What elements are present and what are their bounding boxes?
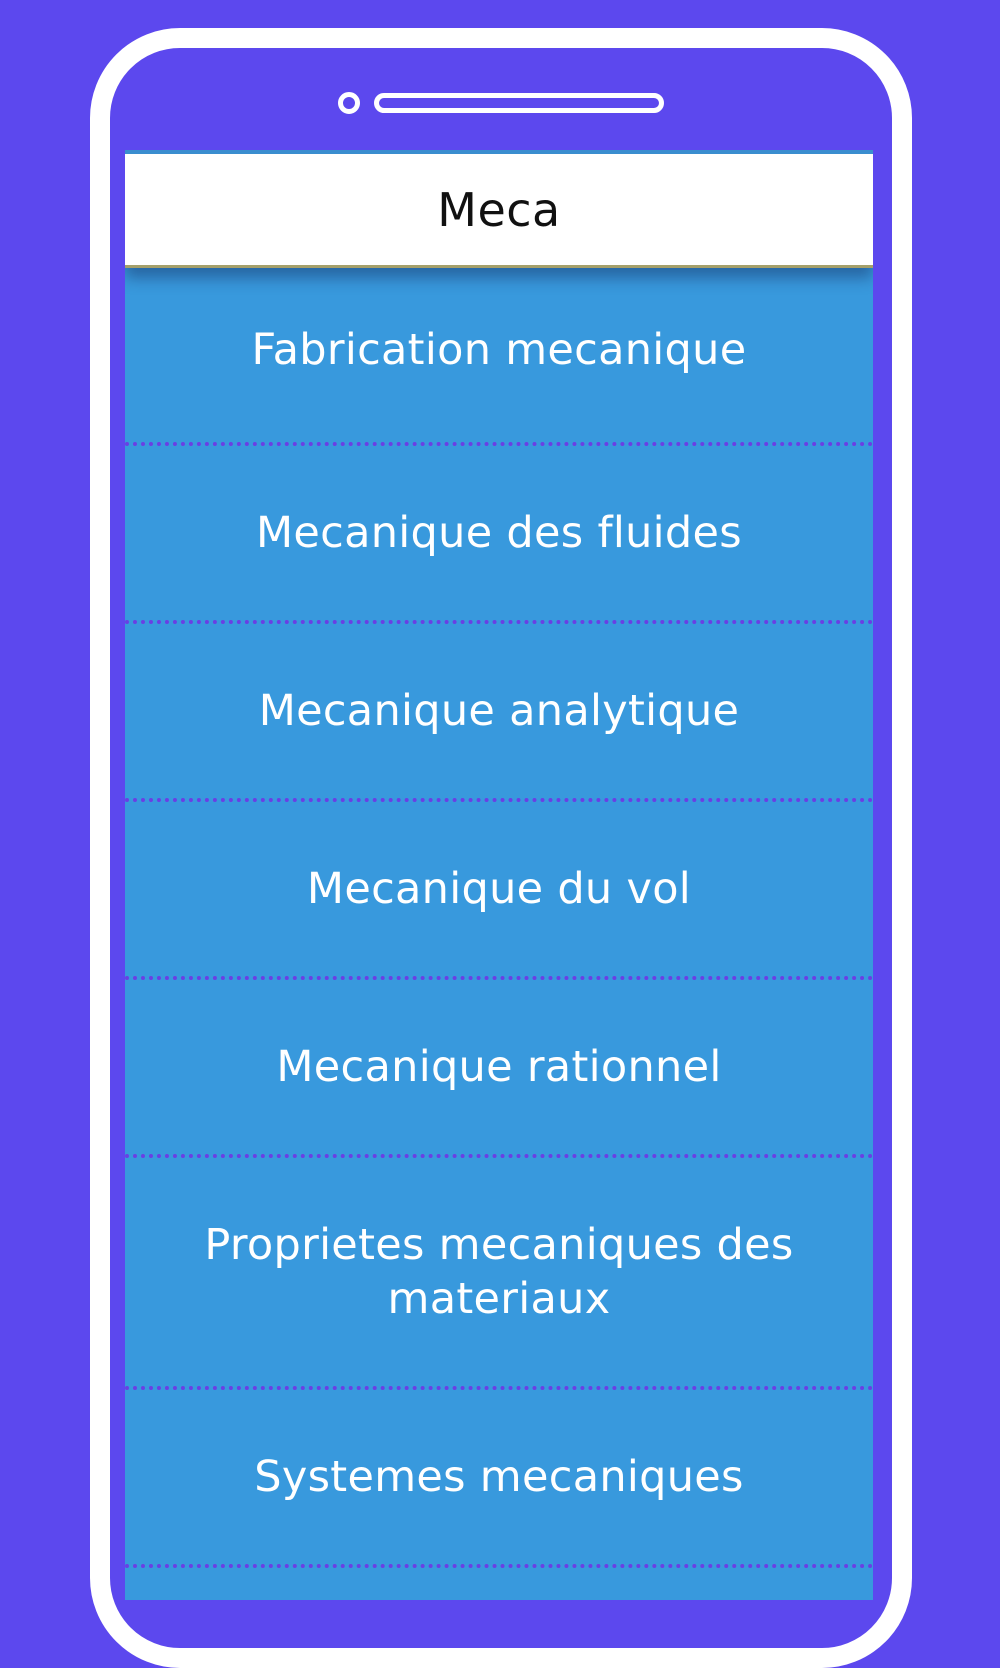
app-bar <box>125 150 873 268</box>
category-list <box>125 268 873 1568</box>
page-title: Meca <box>437 182 561 237</box>
list-item-mecanique-analytique[interactable] <box>125 624 873 802</box>
list-item-label: Fabrication mecanique <box>251 325 747 375</box>
list-item-mecanique-du-vol[interactable] <box>125 802 873 980</box>
camera-icon <box>338 92 360 114</box>
list-item-fabrication-mecanique[interactable] <box>125 268 873 446</box>
list-item-proprietes-mecaniques[interactable] <box>125 1158 873 1390</box>
list-item-label: Mecanique du vol <box>306 864 692 914</box>
app-screen <box>125 150 873 1600</box>
speaker-grille <box>374 93 664 113</box>
list-item-label: Systemes mecaniques <box>254 1452 744 1502</box>
list-item-mecanique-rationnel[interactable] <box>125 980 873 1158</box>
list-item-mecanique-des-fluides[interactable] <box>125 446 873 624</box>
list-item-label: Proprietes mecaniques des materiaux <box>204 1220 794 1324</box>
list-item-label: Mecanique rationnel <box>276 1042 722 1092</box>
list-item-systemes-mecaniques[interactable] <box>125 1390 873 1568</box>
list-item-label: Mecanique des fluides <box>256 508 742 558</box>
list-item-label: Mecanique analytique <box>258 686 740 736</box>
